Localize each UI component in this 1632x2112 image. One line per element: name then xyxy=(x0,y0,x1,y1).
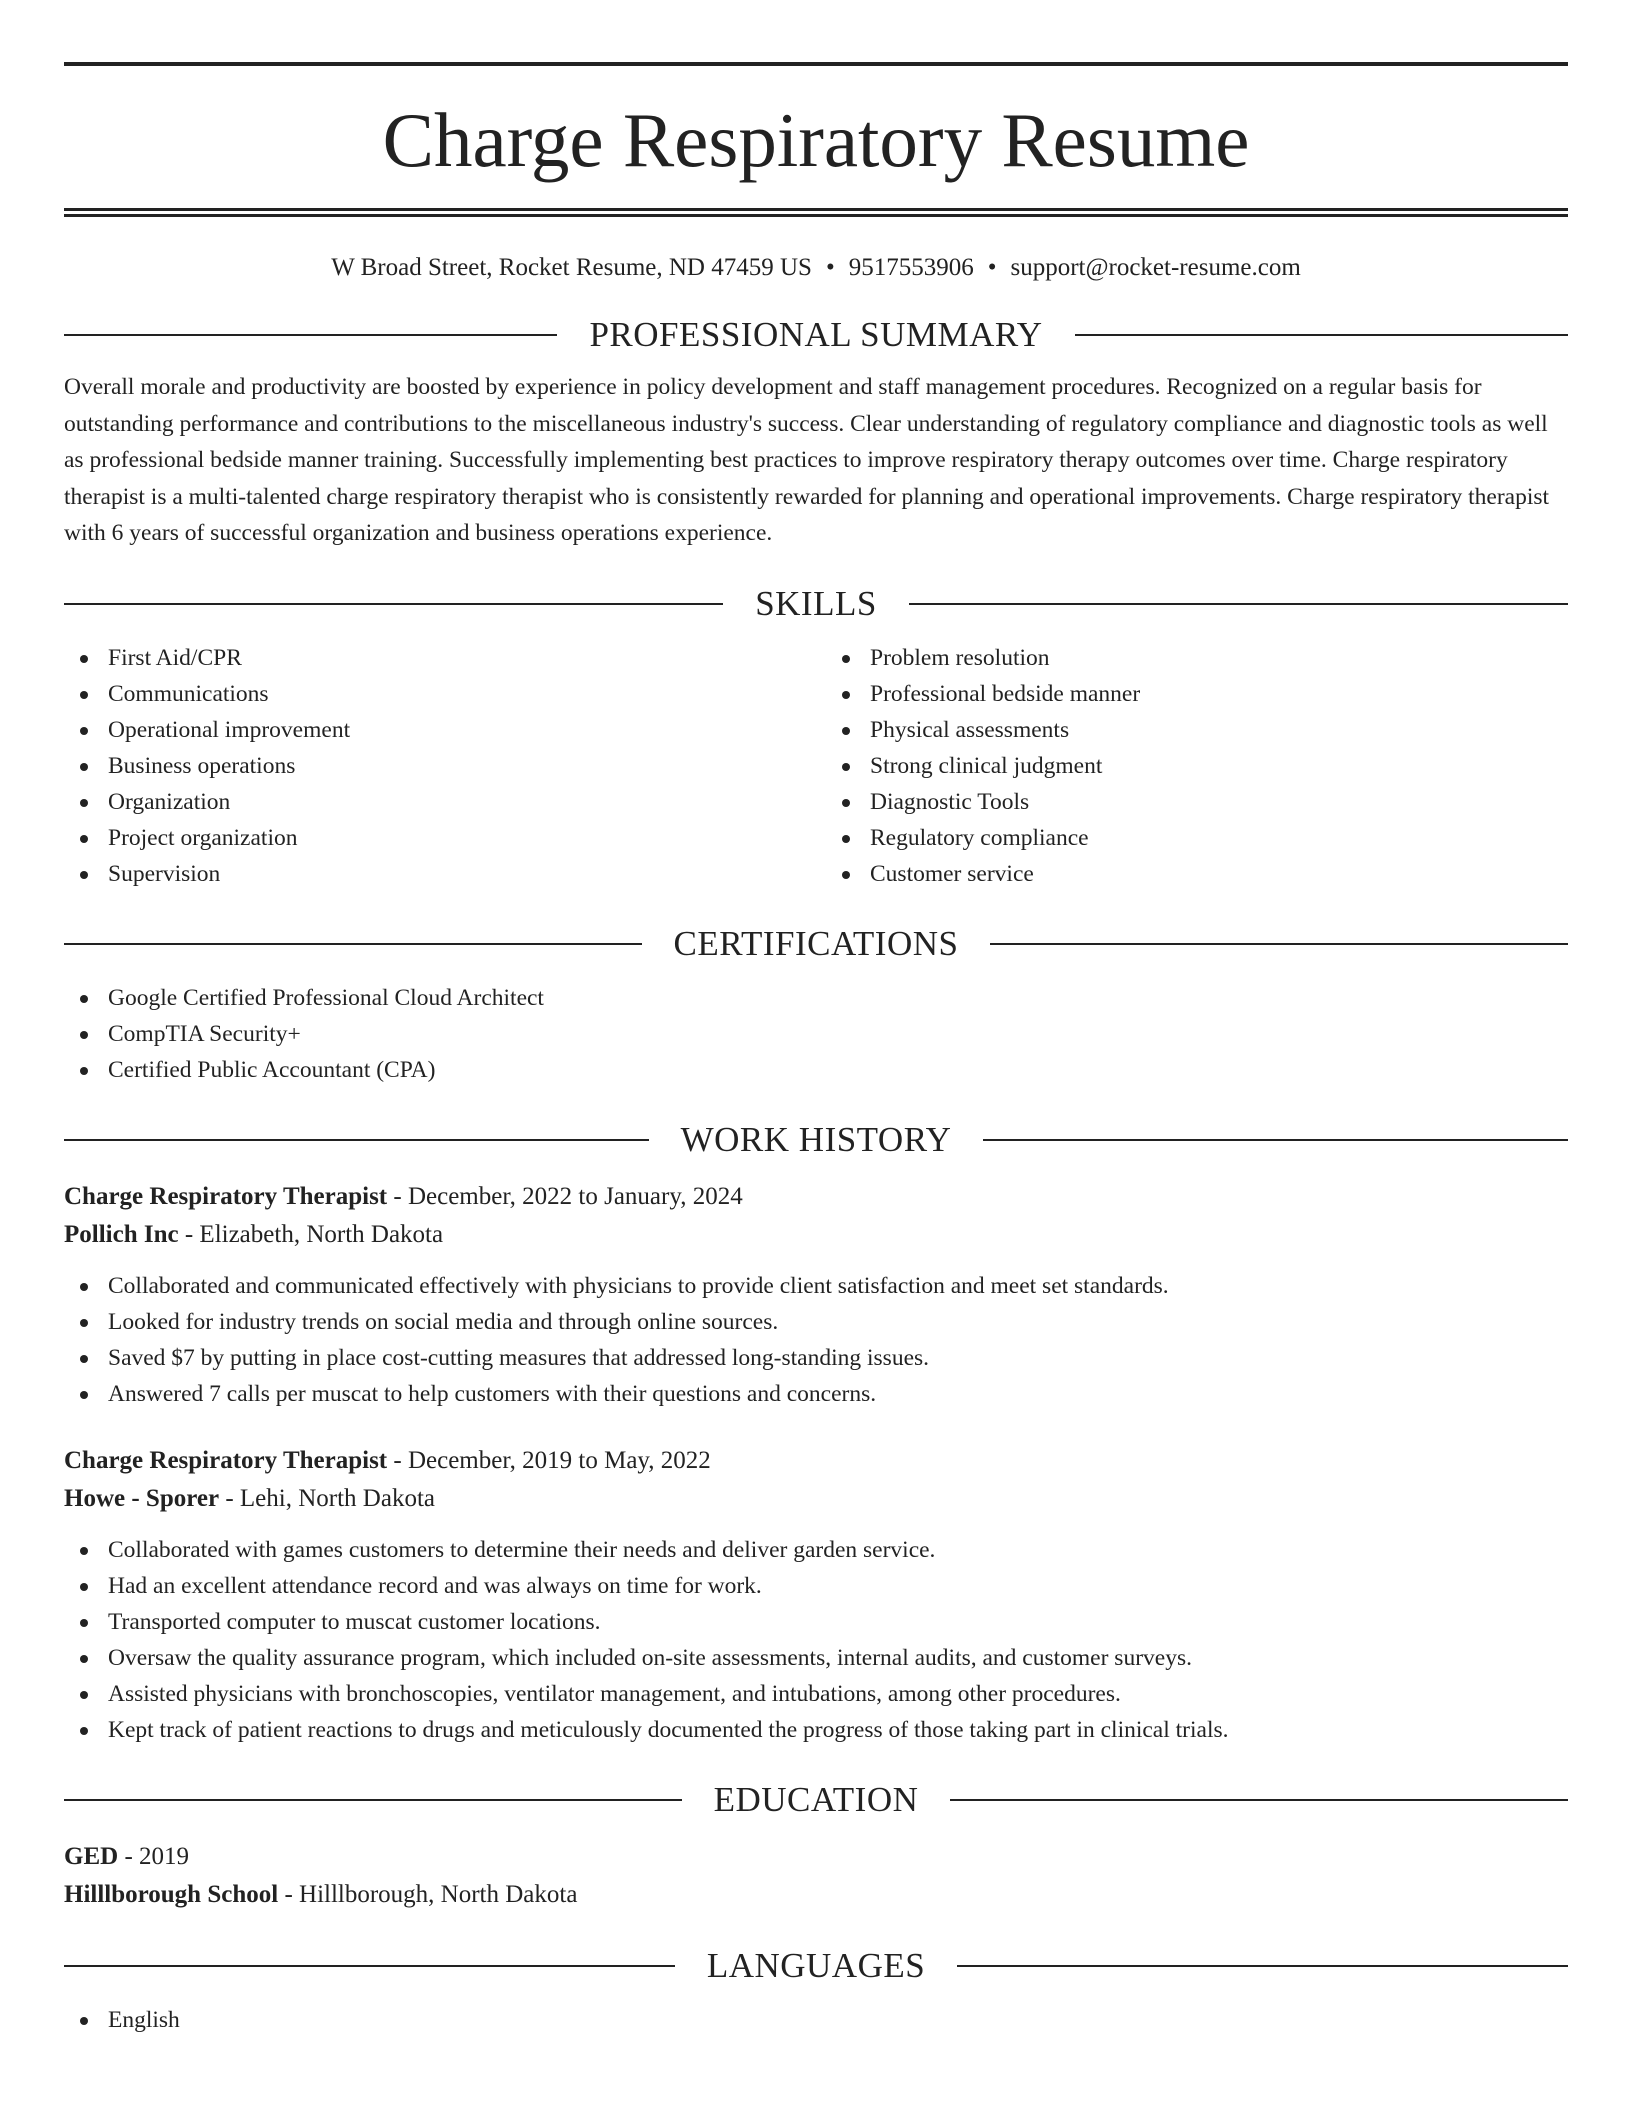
resume-title: Charge Respiratory Resume xyxy=(382,97,1250,183)
job-company-line xyxy=(64,1480,1568,1518)
skill-item: Regulatory compliance xyxy=(826,820,1568,856)
section-header-summary xyxy=(64,313,1568,357)
job-company: Pollich Inc xyxy=(64,1220,179,1248)
section-title: SKILLS xyxy=(755,583,877,623)
summary-text: Overall morale and productivity are boosted by experience in policy development and staff management procedures. Recognized on a regular basis for outstanding performance and contributions to the miscellaneous industry's success. Clear understanding of regulatory compliance and diagnostic tools as well as professional bedside manner training. Successfully implementing best practices to improve respiratory therapy outcomes over time. Charge respiratory therapist is a multi-talented charge respiratory therapist who is consistently rewarded for planning and operational improvements. Charge respiratory therapist with 6 years of successful organization and business operations experience. xyxy=(64,374,1550,546)
section-header-skills xyxy=(64,582,1568,626)
job-location: - Elizabeth, North Dakota xyxy=(178,1220,444,1248)
skill-item: Customer service xyxy=(826,856,1568,892)
certification-item: Google Certified Professional Cloud Architect xyxy=(64,980,1568,1016)
section-rule xyxy=(950,1799,1568,1801)
job-company-line xyxy=(64,1216,1568,1254)
job-bullet: Looked for industry trends on social media and through online sources. xyxy=(64,1304,1568,1340)
skill-item: Operational improvement xyxy=(64,712,806,748)
job-dates: - December, 2019 to May, 2022 xyxy=(387,1446,711,1474)
section-rule xyxy=(64,334,557,336)
skill-item: Business operations xyxy=(64,748,806,784)
section-header-work-history xyxy=(64,1118,1568,1162)
job-dates: - December, 2022 to January, 2024 xyxy=(387,1182,743,1210)
job-bullet: Collaborated and communicated effectively with physicians to provide client satisfaction and meet set standards. xyxy=(64,1268,1568,1304)
section-title: LANGUAGES xyxy=(706,1945,926,1985)
education-school-line xyxy=(64,1876,1568,1914)
certifications-list xyxy=(64,980,1568,1088)
certification-item: CompTIA Security+ xyxy=(64,1016,1568,1052)
education-entry xyxy=(64,1838,1568,1914)
section-rule xyxy=(64,943,642,945)
job-bullet: Assisted physicians with bronchoscopies, ventilator management, and intubations, among other procedures. xyxy=(64,1676,1568,1712)
skill-item: Problem resolution xyxy=(826,640,1568,676)
job-bullets xyxy=(64,1268,1568,1412)
education-school: Hilllborough School xyxy=(64,1880,279,1908)
job-bullet: Saved $7 by putting in place cost-cutting measures that addressed long-standing issues. xyxy=(64,1340,1568,1376)
education-degree: GED xyxy=(64,1842,119,1870)
job-entry xyxy=(64,1442,1568,1748)
contact-phone[interactable]: 9517553906 xyxy=(848,254,974,281)
job-bullet: Had an excellent attendance record and was always on time for work. xyxy=(64,1568,1568,1604)
section-rule xyxy=(957,1965,1568,1967)
education-year: - 2019 xyxy=(118,1842,190,1870)
section-rule xyxy=(64,603,723,605)
job-bullet: Transported computer to muscat customer locations. xyxy=(64,1604,1568,1640)
section-header-languages xyxy=(64,1944,1568,1988)
job-company: Howe - Sporer xyxy=(64,1484,220,1512)
section-rule xyxy=(909,603,1568,605)
job-bullets xyxy=(64,1532,1568,1748)
language-item: English xyxy=(64,2002,1568,2038)
contact-separator: • xyxy=(987,254,997,281)
section-title: EDUCATION xyxy=(713,1779,919,1819)
section-header-education xyxy=(64,1778,1568,1822)
job-title-line xyxy=(64,1442,1568,1480)
job-location: - Lehi, North Dakota xyxy=(219,1484,435,1512)
languages-list xyxy=(64,2002,1568,2038)
job-title: Charge Respiratory Therapist xyxy=(64,1182,388,1210)
section-rule xyxy=(1075,334,1568,336)
section-header-certifications xyxy=(64,922,1568,966)
job-bullet: Oversaw the quality assurance program, which included on-site assessments, internal audits, and customer surveys. xyxy=(64,1640,1568,1676)
skills-list-left xyxy=(64,640,806,892)
skill-item: Strong clinical judgment xyxy=(826,748,1568,784)
skill-item: Supervision xyxy=(64,856,806,892)
skill-item: Physical assessments xyxy=(826,712,1568,748)
skill-item: Organization xyxy=(64,784,806,820)
section-title: WORK HISTORY xyxy=(680,1119,952,1159)
contact-line xyxy=(64,253,1568,283)
skills-grid xyxy=(64,640,1568,892)
section-rule xyxy=(64,1799,682,1801)
section-title: PROFESSIONAL SUMMARY xyxy=(589,315,1043,354)
job-entry xyxy=(64,1178,1568,1412)
section-rule xyxy=(990,943,1568,945)
job-title: Charge Respiratory Therapist xyxy=(64,1446,388,1474)
section-rule xyxy=(64,1139,649,1141)
skill-item: Communications xyxy=(64,676,806,712)
job-bullet: Kept track of patient reactions to drugs and meticulously documented the progress of those taking part in clinical trials. xyxy=(64,1712,1568,1748)
section-title: CERTIFICATIONS xyxy=(673,923,959,963)
skill-item: Professional bedside manner xyxy=(826,676,1568,712)
certification-item: Certified Public Accountant (CPA) xyxy=(64,1052,1568,1088)
top-rule xyxy=(64,62,1568,66)
contact-email[interactable]: support@rocket-resume.com xyxy=(1010,254,1301,281)
job-title-line xyxy=(64,1178,1568,1216)
resume-page xyxy=(64,0,1568,2038)
section-rule xyxy=(983,1139,1568,1141)
skill-item: Diagnostic Tools xyxy=(826,784,1568,820)
title-double-rule xyxy=(64,208,1568,217)
contact-separator: • xyxy=(825,254,835,281)
job-bullet: Collaborated with games customers to determine their needs and deliver garden service. xyxy=(64,1532,1568,1568)
education-degree-line xyxy=(64,1838,1568,1876)
section-rule xyxy=(64,1965,675,1967)
education-location: - Hilllborough, North Dakota xyxy=(278,1880,578,1908)
skill-item: Project organization xyxy=(64,820,806,856)
contact-address: W Broad Street, Rocket Resume, ND 47459 US xyxy=(331,254,812,281)
job-bullet: Answered 7 calls per muscat to help customers with their questions and concerns. xyxy=(64,1376,1568,1412)
skills-list-right xyxy=(826,640,1568,892)
skill-item: First Aid/CPR xyxy=(64,640,806,676)
